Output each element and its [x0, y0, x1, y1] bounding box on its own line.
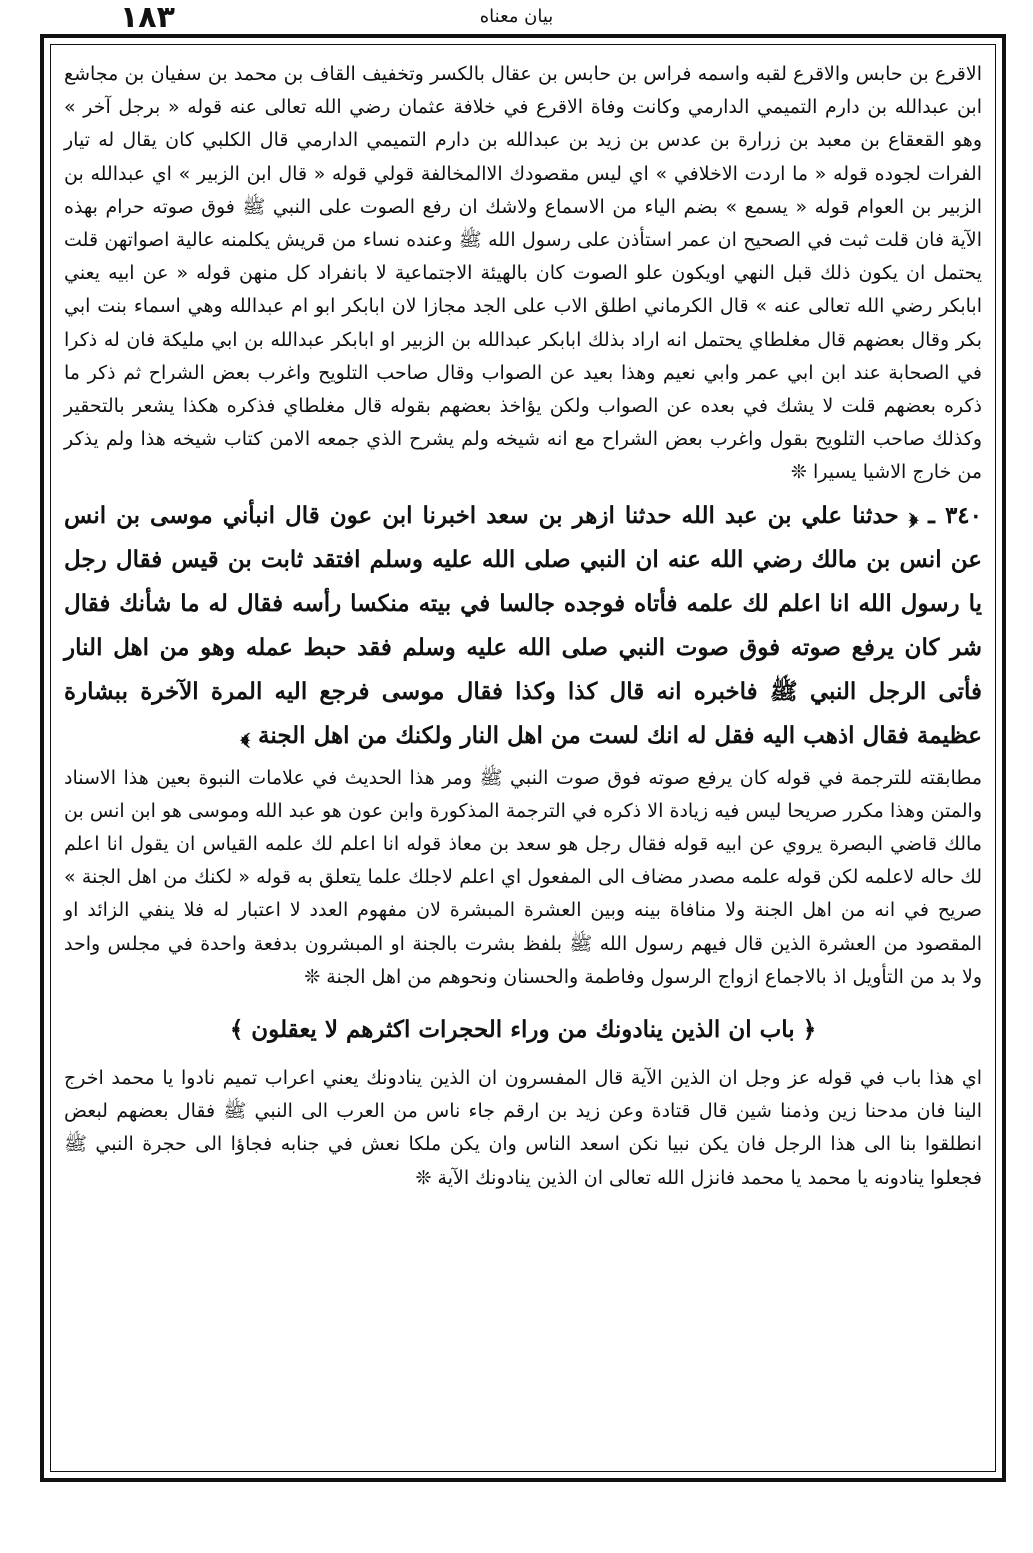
commentary-paragraph-1: الاقرع بن حابس والاقرع لقبه واسمه فراس بن حابس بن عقال بالكسر وتخفيف القاف بن محمد بن سفيان بن مجاشع ابن عبدالله بن دارم التميمي الدارمي وكانت وفاة الاقرع في خلافة عثمان رضي الله تعالى عنه قوله « برجل آخر » وهو القعقاع بن معبد بن زرارة بن عدس بن زيد بن عبدالله بن دارم التميمي الدارمي قال الكلبي كان يقال له تيار الفرات لجوده قوله « ما اردت الاخلافي » اي ليس مقصودك الاالمخالفة قولي قوله « قال ابن الزبير » اي عبدالله بن الزبير بن العوام قوله « يسمع » بضم الياء من الاسماع ولاشك ان رفع الصوت على النبي ﷺ فوق صوته حرام بهذه الآية فان قلت ثبت في الصحيح ان عمر استأذن على رسول الله ﷺ وعنده نساء من قريش يكلمنه عالية اصواتهن قلت يحتمل ان يكون ذلك قبل النهي اويكون علو الصوت كان بالهيئة الاجتماعية لا بانفراد كل منهن قوله « عن ابيه يعني ابابكر رضي الله تعالى عنه » قال الكرماني اطلق الاب على الجد مجازا لان ابابكر ابو ام عبدالله وهي اسماء بنت ابي بكر وقال بعضهم قال مغلطاي يحتمل انه اراد بذلك ابابكر عبدالله بن الزبير او ابابكر عبدالله بن ابي مليكة فان له ذكرا في الصحابة عند ابن ابي عمر وابي نعيم وهذا بعيد عن الصواب وقال صاحب التلويح واغرب بعض الشراح ثم ذكر ما ذكره بعضهم قلت لا يشك في بعده عن الصواب ولكن يؤاخذ بعضهم بقوله قال مغلطاي فذكره هكذا يشعر بالتحقير وكذلك صاحب التلويح بقول واغرب بعض الشراح مع انه شيخه ولم يشرح الذي جمعه الامن كتاب شيخه هذا ولم يذكر من خارج الاشيا يسيرا ❊ — [64, 63, 982, 484]
commentary-paragraph-3: اي هذا باب في قوله عز وجل ان الذين الآية قال المفسرون ان الذين ينادونك يعني اعراب تميم نادوا يا محمد اخرج الينا فان مدحنا زين وذمنا شين قال قتادة وعن زيد بن ارقم جاء ناس من العرب الى النبي ﷺ فقال بعضهم لبعض انطلقوا بنا الى هذا الرجل فان يكن نبيا نكن اسعد الناس وان يكن ملكا نعش في جنابه فجاؤا الى حجرة النبي ﷺ فجعلوا ينادونه يا محمد يا محمد فانزل الله تعالى ان الذين ينادونك الآية ❊ — [64, 1067, 982, 1189]
page-content — [64, 58, 982, 1195]
commentary-paragraph-2: مطابقته للترجمة في قوله كان يرفع صوته فوق صوت النبي ﷺ ومر هذا الحديث في علامات النبوة بعين هذا الاسناد والمتن وهذا مكرر صريحا ليس فيه زيادة الا ذكره في الترجمة المذكورة وابن عون هو عبد الله وموسى هو ابن انس بن مالك قاضي البصرة يروي عن ابيه قوله فقال رجل هو سعد بن معاذ قوله انا اعلم لك علمه القياس ان يقول انا اعلم لك حاله لاعلمه لكن قوله علمه مصدر مضاف الى المفعول اي اعلم لاجلك علما يتعلق به قوله « لكنك من اهل الجنة » صريح في انه من اهل الجنة ولا منافاة بينه وبين العشرة المبشرة لان مفهوم العدد لا اعتبار له فلا ينفي الزائد او المقصود من العشرة الذين قال فيهم رسول الله ﷺ بلفظ بشرت بالجنة او المبشرون بدفعة واحدة في مجلس واحد ولا بد من التأويل اذ بالاجماع ازواج الرسول وفاطمة والحسنان ونحوهم من اهل الجنة ❊ — [64, 766, 982, 988]
page-number: ١٨٣ — [120, 0, 175, 35]
chapter-heading: ﴿ باب ان الذين ينادونك من وراء الحجرات اكثرهم لا يعقلون ﴾ — [229, 1016, 817, 1044]
running-title: بيان معناه — [479, 6, 554, 27]
hadith-text: ٣٤٠ ـ ﴿ حدثنا علي بن عبد الله حدثنا ازهر بن سعد اخبرنا ابن عون قال انبأني موسى بن انس عن انس بن مالك رضي الله عنه ان النبي صلى الله عليه وسلم افتقد ثابت بن قيس فقال رجل يا رسول الله انا اعلم لك علمه فأتاه فوجده جالسا في بيته منكسا رأسه فقال له ما شأنك فقال شر كان يرفع صوته فوق صوت النبي صلى الله عليه وسلم فقد حبط عمله وهو من اهل النار فأتى الرجل النبي ﷺ فاخبره انه قال كذا وكذا فقال موسى فرجع اليه المرة الآخرة ببشارة عظيمة فقال اذهب اليه فقل له انك لست من اهل النار ولكنك من اهل الجنة ﴾ — [64, 501, 982, 749]
